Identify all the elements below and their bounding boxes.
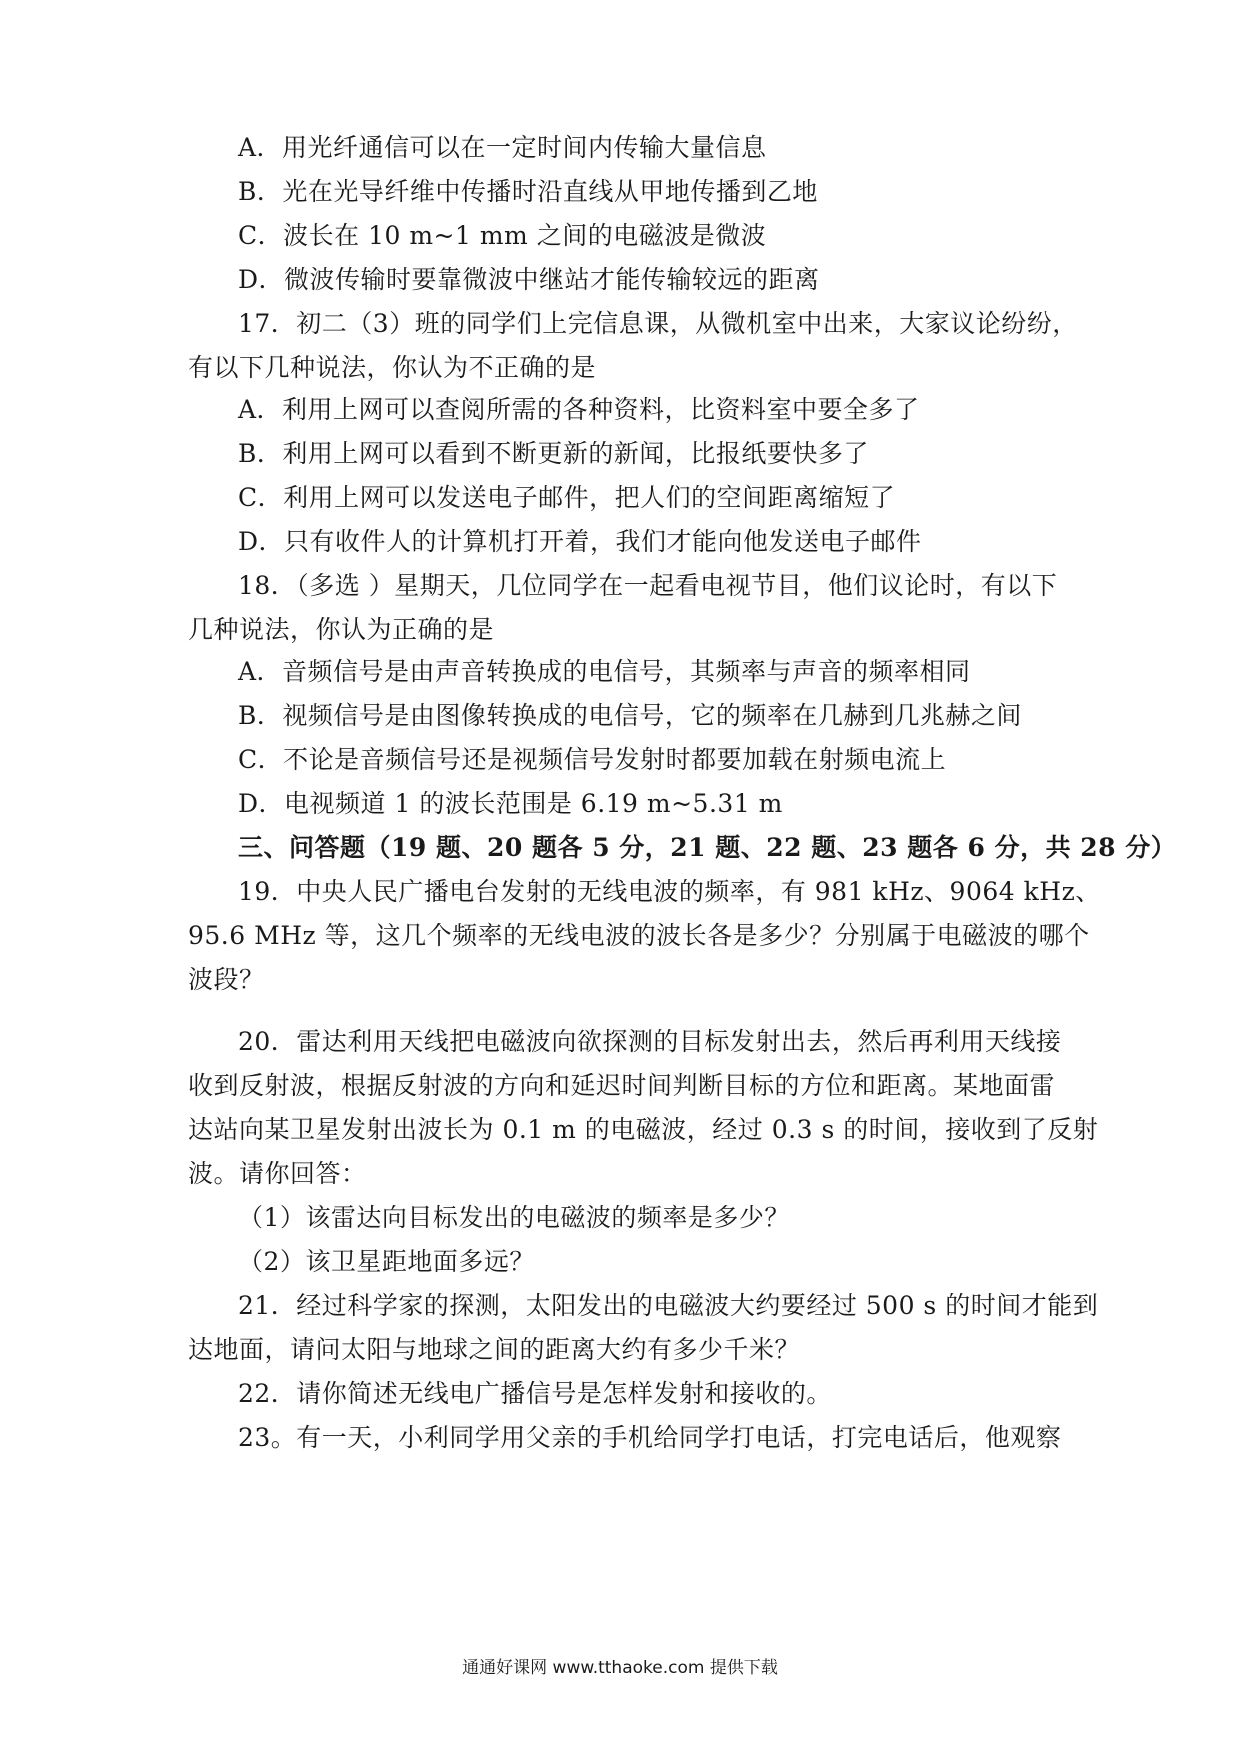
q21-line2: 达地面，请问太阳与地球之间的距离大约有多少千米？ <box>188 1335 801 1364</box>
q17-option-c: C．利用上网可以发送电子邮件，把人们的空间距离缩短了 <box>238 483 896 512</box>
q17-option-b: B．利用上网可以看到不断更新的新闻，比报纸要快多了 <box>238 439 869 468</box>
q20-line3: 达站向某卫星发射出波长为 0.1 m 的电磁波，经过 0.3 s 的时间，接收到了反射 <box>188 1115 1099 1144</box>
q19-line2: 95.6 MHz 等，这几个频率的无线电波的波长各是多少？分别属于电磁波的哪个 <box>188 921 1090 950</box>
q18-option-b: B．视频信号是由图像转换成的电信号，它的频率在几赫到几兆赫之间 <box>238 701 1022 730</box>
q20-line2: 收到反射波，根据反射波的方向和延迟时间判断目标的方位和距离。某地面雷 <box>188 1071 1056 1100</box>
q18-stem-line1: 18．（多选 ）星期天，几位同学在一起看电视节目，他们议论时，有以下 <box>238 571 1058 600</box>
q18-option-d: D．电视频道 1 的波长范围是 6.19 m~5.31 m <box>238 789 783 818</box>
section3-heading: 三、问答题（19 题、20 题各 5 分，21 题、22 题、23 题各 6 分，共 28 分） <box>238 833 1177 862</box>
q17-stem-line1: 17．初二（3）班的同学们上完信息课，从微机室中出来，大家议论纷纷， <box>238 309 1078 338</box>
q18-stem-line2: 几种说法，你认为正确的是 <box>188 615 495 644</box>
q18-option-a: A．音频信号是由声音转换成的电信号，其频率与声音的频率相同 <box>238 657 971 686</box>
q18-option-c: C．不论是音频信号还是视频信号发射时都要加载在射频电流上 <box>238 745 947 774</box>
q21-line1: 21．经过科学家的探测，太阳发出的电磁波大约要经过 500 s 的时间才能到 <box>238 1291 1099 1320</box>
q20-line4: 波。请你回答： <box>188 1159 367 1188</box>
q16-option-a: A．用光纤通信可以在一定时间内传输大量信息 <box>238 133 767 162</box>
q19-line3: 波段？ <box>188 965 265 994</box>
q17-option-d: D．只有收件人的计算机打开着，我们才能向他发送电子邮件 <box>238 527 922 556</box>
q20-line1: 20．雷达利用天线把电磁波向欲探测的目标发射出去，然后再利用天线接 <box>238 1027 1062 1056</box>
q16-option-c: C．波长在 10 m~1 mm 之间的电磁波是微波 <box>238 221 767 250</box>
q22-line1: 22．请你简述无线电广播信号是怎样发射和接收的。 <box>238 1379 832 1408</box>
q20-sub1: （1）该雷达向目标发出的电磁波的频率是多少？ <box>238 1203 790 1232</box>
q20-sub2: （2）该卫星距地面多远？ <box>238 1247 535 1276</box>
q23-line1: 23。有一天，小利同学用父亲的手机给同学打电话，打完电话后，他观察 <box>238 1423 1062 1452</box>
q16-option-d: D．微波传输时要靠微波中继站才能传输较远的距离 <box>238 265 820 294</box>
q16-option-b: B．光在光导纤维中传播时沿直线从甲地传播到乙地 <box>238 177 818 206</box>
q19-line1: 19．中央人民广播电台发射的无线电波的频率，有 981 kHz、9064 kHz、 <box>238 877 1101 906</box>
page-footer: 通通好课网 www.tthaoke.com 提供下载 <box>462 1658 778 1678</box>
q17-option-a: A．利用上网可以查阅所需的各种资料，比资料室中要全多了 <box>238 395 920 424</box>
q17-stem-line2: 有以下几种说法，你认为不正确的是 <box>188 353 597 382</box>
